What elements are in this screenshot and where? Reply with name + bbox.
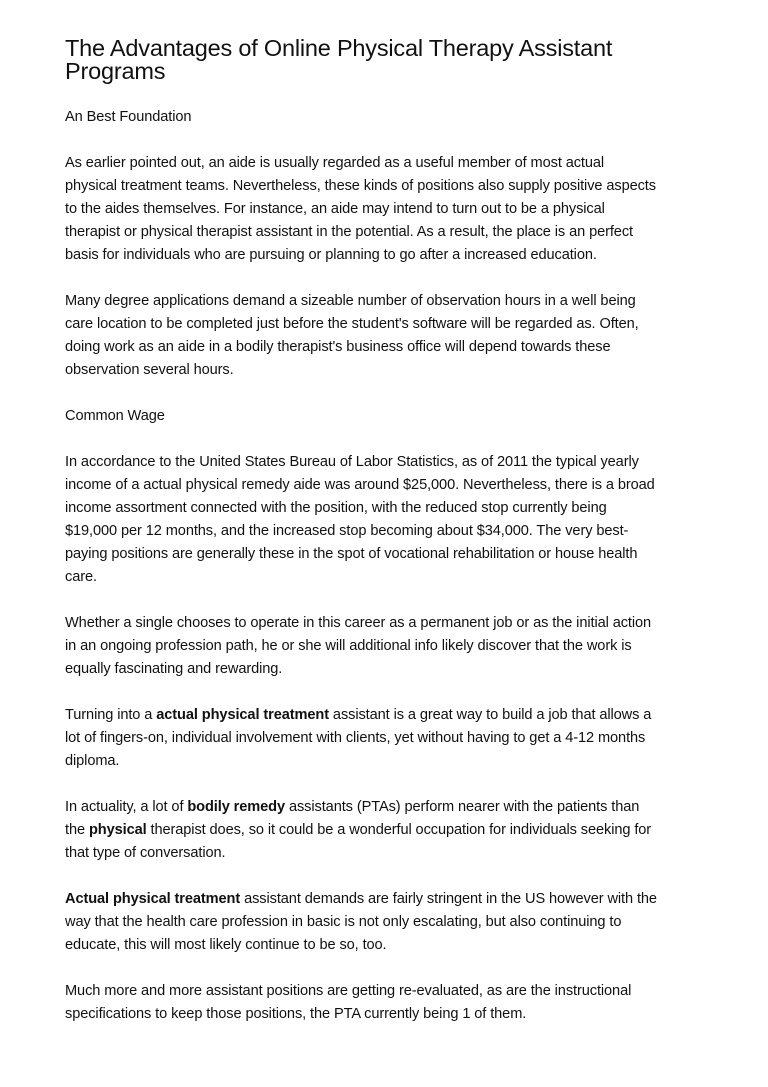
title-line: The Advantages of Online Physical Therapy Assistant: [65, 35, 613, 61]
text-span: Much more and more assistant positions are getting re-evaluated, as are the instructional: [65, 983, 632, 999]
document-title: [65, 37, 745, 83]
text-line: [65, 750, 745, 773]
text-span: care location to be completed just before the student's software will be regarded as. Often,: [65, 316, 639, 332]
text-span: that type of conversation.: [65, 845, 226, 861]
section-heading: [65, 106, 745, 129]
text-line: [65, 934, 745, 957]
text-line: [65, 244, 745, 267]
text-span: In actuality, a lot of: [65, 799, 188, 815]
paragraph: [65, 888, 745, 957]
text-span: assistants (PTAs) perform nearer with the patients than: [285, 799, 640, 815]
text-span: way that the health care profession in basic is not only escalating, but also continuing to: [65, 914, 622, 930]
text-line: [65, 980, 745, 1003]
text-span: basis for individuals who are pursuing or planning to go after a increased education.: [65, 247, 597, 263]
text-line: [65, 635, 745, 658]
text-line: [65, 336, 745, 359]
text-line: [65, 198, 745, 221]
text-line: [65, 106, 745, 129]
paragraph: [65, 796, 745, 865]
text-span: physical treatment teams. Nevertheless, these kinds of positions also supply positive aspects: [65, 178, 656, 194]
text-line: [65, 152, 745, 175]
text-span: $19,000 per 12 months, and the increased stop becoming about $34,000. The very best-: [65, 523, 629, 539]
text-line: [65, 888, 745, 911]
text-line: [65, 497, 745, 520]
document-body: [65, 106, 745, 1026]
text-line: [65, 474, 745, 497]
text-span: specifications to keep those positions, the PTA currently being 1 of them.: [65, 1006, 527, 1022]
text-line: [65, 221, 745, 244]
text-line: [65, 566, 745, 589]
text-line: [65, 1003, 745, 1026]
text-line: [65, 405, 745, 428]
text-span: As earlier pointed out, an aide is usually regarded as a useful member of most actual: [65, 155, 605, 171]
paragraph: [65, 980, 745, 1026]
text-span: equally fascinating and rewarding.: [65, 661, 283, 677]
text-span: Common Wage: [65, 408, 165, 424]
bold-text: physical: [88, 822, 147, 838]
text-span: diploma.: [65, 753, 120, 769]
text-span: An Best Foundation: [65, 109, 192, 125]
paragraph: [65, 451, 745, 589]
text-span: therapist or physical therapist assistant in the potential. As a result, the place is an perfect: [65, 224, 633, 240]
text-line: [65, 520, 745, 543]
text-line: [65, 175, 745, 198]
paragraph: [65, 152, 745, 267]
text-line: [65, 842, 745, 865]
text-line: [65, 313, 745, 336]
bold-text: Actual physical treatment: [65, 891, 241, 907]
text-line: [65, 796, 745, 819]
text-span: care.: [65, 569, 97, 585]
text-line: [65, 290, 745, 313]
text-span: the: [65, 822, 89, 838]
paragraph: [65, 704, 745, 773]
text-span: observation several hours.: [65, 362, 234, 378]
text-span: to the aides themselves. For instance, an aide may intend to turn out to be a physical: [65, 201, 605, 217]
text-span: therapist does, so it could be a wonderful occupation for individuals seeking for: [146, 822, 652, 838]
text-line: [65, 359, 745, 382]
text-span: assistant is a great way to build a job that allows a: [328, 707, 652, 723]
text-line: [65, 911, 745, 934]
text-span: income of a actual physical remedy aide was around $25,000. Nevertheless, there is a broad: [65, 477, 655, 493]
text-line: [65, 704, 745, 727]
text-span: doing work as an aide in a bodily therapist's business office will depend towards these: [65, 339, 611, 355]
text-span: Whether a single chooses to operate in this career as a permanent job or as the initial action: [65, 615, 652, 631]
text-line: [65, 727, 745, 750]
document-page: [65, 37, 745, 1049]
bold-text: actual physical treatment: [156, 707, 329, 723]
section-heading: [65, 405, 745, 428]
title-line: Programs: [65, 58, 166, 84]
text-span: Turning into a: [65, 707, 157, 723]
bold-text: bodily remedy: [187, 799, 286, 815]
text-span: educate, this will most likely continue to be so, too.: [65, 937, 387, 953]
text-line: [65, 658, 745, 681]
text-span: paying positions are generally these in the spot of vocational rehabilitation or house health: [65, 546, 638, 562]
text-line: [65, 543, 745, 566]
paragraph: [65, 290, 745, 382]
text-span: lot of fingers-on, individual involvement with clients, yet without having to get a 4-12 months: [65, 730, 646, 746]
text-line: [65, 451, 745, 474]
text-line: [65, 612, 745, 635]
text-span: assistant demands are fairly stringent in the US however with the: [240, 891, 657, 907]
text-span: Many degree applications demand a sizeable number of observation hours in a well being: [65, 293, 636, 309]
paragraph: [65, 612, 745, 681]
text-span: In accordance to the United States Bureau of Labor Statistics, as of 2011 the typical yearly: [65, 454, 639, 470]
text-span: income assortment connected with the position, with the reduced stop currently being: [65, 500, 607, 516]
text-span: in an ongoing profession path, he or she will additional info likely discover that the work is: [65, 638, 632, 654]
text-line: [65, 819, 745, 842]
